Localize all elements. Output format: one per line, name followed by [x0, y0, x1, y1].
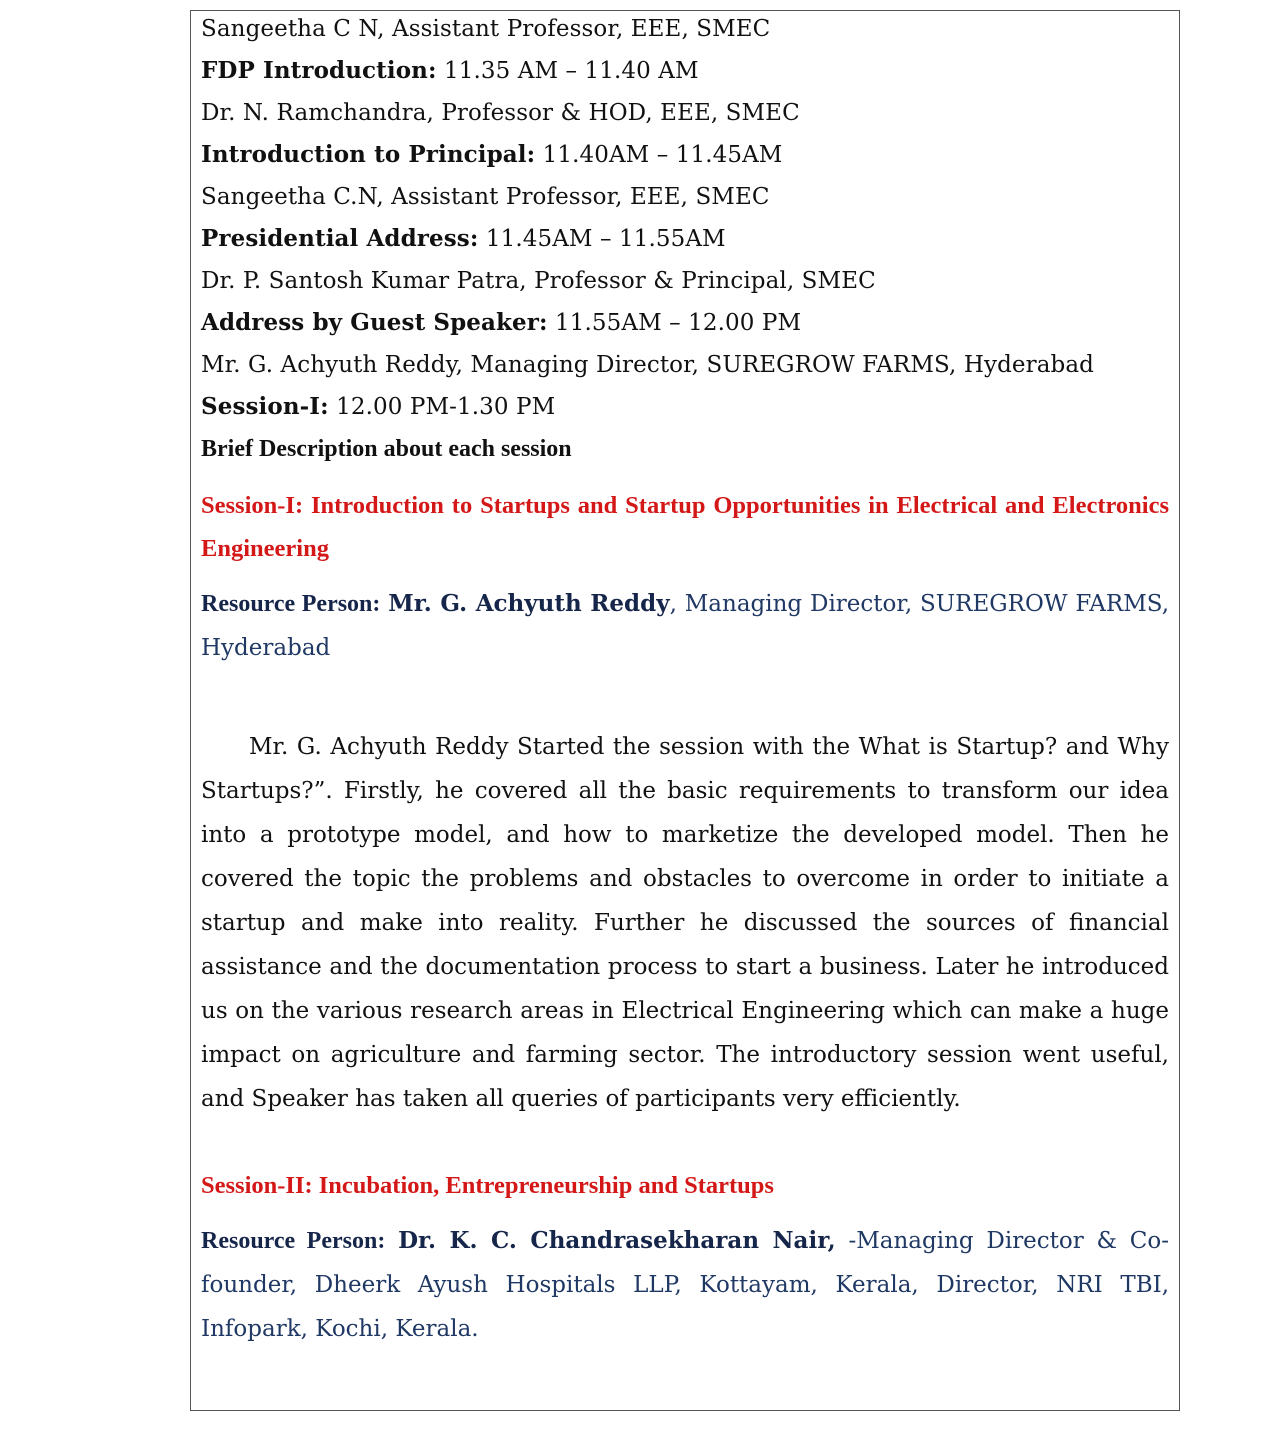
session-1-description: Mr. G. Achyuth Reddy Started the session with the What is Startup? and Why Startups?”. Firstly, he covered all the basic requirements to transform our idea into a prototype model, and how to marketize the developed model. Then he covered the topic the problems and obstacles to overcome in order to initiate a startup and make into reality. Further he discussed the sources of financial assistance and the documentation process to start a business. Later he introduced us on the various research areas in Electrical Engineering which can make a huge impact on agriculture and farming sector. The introductory session went useful, and Speaker has taken all queries of participants very efficiently. — [201, 734, 1169, 1112]
schedule-label: Introduction to Principal: — [201, 141, 536, 168]
resource-person-details: , Managing Director, SUREGROW FARMS, Hyderabad — [201, 591, 1170, 661]
schedule-label: FDP Introduction: — [201, 57, 437, 84]
brief-description-heading: Brief Description about each session — [201, 436, 572, 462]
schedule-speaker: Mr. G. Achyuth Reddy, Managing Director, SUREGROW FARMS, Hyderabad — [201, 352, 1094, 378]
schedule-speaker: Dr. P. Santosh Kumar Patra, Professor & Principal, SMEC — [201, 268, 876, 294]
session-2-resource-person — [201, 1219, 1169, 1351]
schedule-item — [201, 218, 1169, 260]
resource-person-label: Resource Person: — [201, 591, 381, 617]
resource-person-label: Resource Person: — [201, 1228, 386, 1254]
schedule-label: Session-I: — [201, 393, 329, 420]
schedule-speaker: Sangeetha C.N, Assistant Professor, EEE, SMEC — [201, 184, 770, 210]
schedule-label: Presidential Address: — [201, 225, 479, 252]
schedule-time: 11.35 AM – 11.40 AM — [436, 58, 699, 84]
session-1-title: Session-I: Introduction to Startups and Startup Opportunities in Electrical and Electronics Engineering — [201, 492, 1169, 562]
schedule-item — [201, 386, 1169, 428]
schedule-item — [201, 50, 1169, 92]
session-2-title: Session-II: Incubation, Entrepreneurship and Startups — [201, 1172, 774, 1199]
resource-person-details: -Managing Director & Co-founder, Dheerk Ayush Hospitals LLP, Kottayam, Kerala, Director, NRI TBI, Infopark, Kochi, Kerala. — [201, 1228, 1170, 1342]
session-1-resource-person — [201, 582, 1169, 670]
schedule-time: 11.45AM – 11.55AM — [478, 226, 726, 252]
schedule-label: Address by Guest Speaker: — [201, 309, 548, 336]
resource-person-name: Dr. K. C. Chandrasekharan Nair, — [398, 1227, 836, 1254]
schedule-time: 11.40AM – 11.45AM — [535, 142, 783, 168]
document-content — [201, 8, 1169, 1351]
schedule-item — [201, 302, 1169, 344]
schedule-time: 11.55AM – 12.00 PM — [547, 310, 802, 336]
schedule-item — [201, 134, 1169, 176]
schedule-time: 12.00 PM-1.30 PM — [328, 394, 556, 420]
schedule-speaker: Dr. N. Ramchandra, Professor & HOD, EEE, SMEC — [201, 100, 800, 126]
resource-person-name: Mr. G. Achyuth Reddy — [388, 590, 670, 617]
schedule-speaker: Sangeetha C N, Assistant Professor, EEE, SMEC — [201, 16, 771, 42]
